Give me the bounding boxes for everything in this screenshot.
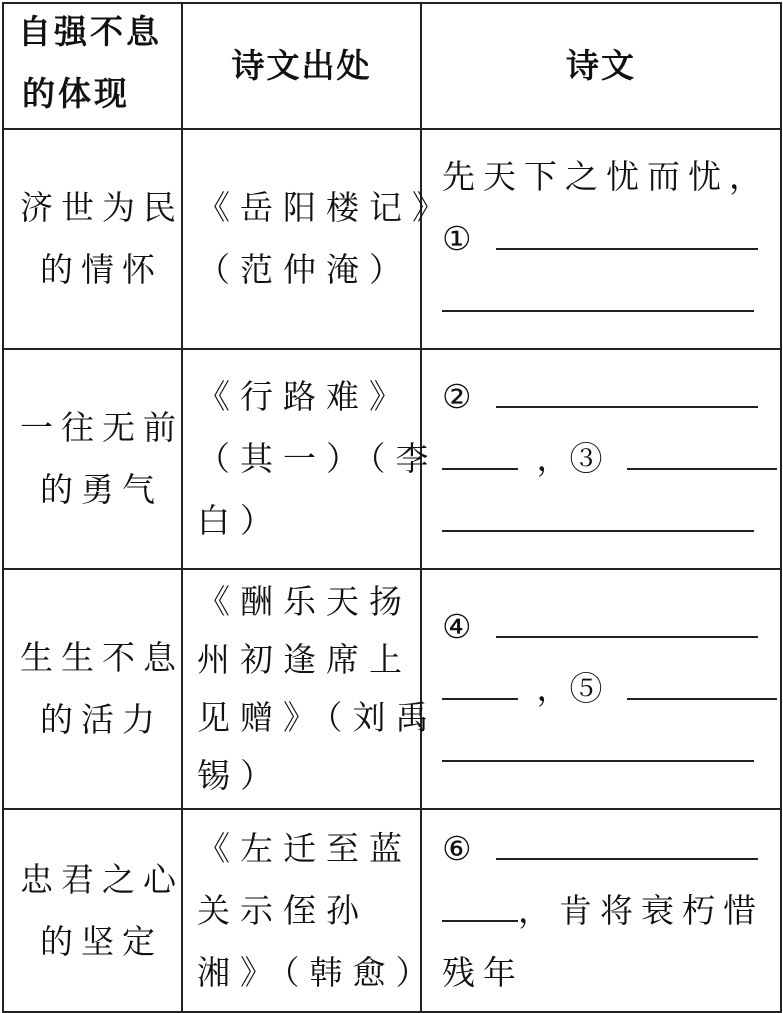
theme-line: 忠君之心 (20, 859, 184, 899)
source-line: 《行路难》 (197, 377, 412, 416)
blank-number: ，③ (536, 439, 603, 478)
answer-blank[interactable] (442, 280, 754, 312)
answer-blank[interactable] (496, 828, 758, 860)
header-row (3, 3, 781, 129)
poetry-table (2, 2, 782, 1013)
verse-text: 先天下之忧而忧， (442, 157, 770, 196)
answer-blank[interactable] (627, 438, 777, 470)
answer-blank[interactable] (627, 668, 777, 700)
answer-blank[interactable] (496, 606, 758, 638)
table-row (3, 349, 781, 569)
answer-blank[interactable] (442, 438, 518, 470)
header-source-cell (182, 3, 421, 129)
verse-text: ，肯将衰朽惜 (518, 890, 764, 930)
verse-cell (421, 809, 781, 1012)
verse-cell (421, 349, 781, 569)
answer-blank[interactable] (496, 376, 758, 408)
theme-cell (3, 129, 182, 349)
source-line: 州初逢席上 (197, 640, 412, 679)
verse-cell (421, 569, 781, 809)
theme-line: 的情怀 (40, 250, 163, 289)
answer-blank[interactable] (442, 890, 518, 922)
theme-line: 的活力 (40, 700, 163, 739)
answer-blank[interactable] (442, 500, 754, 532)
source-line: （其一）（李 (197, 439, 439, 478)
source-line: （范仲淹） (197, 250, 412, 289)
header-theme-line-1: 自强不息 (18, 12, 162, 51)
table-row (3, 809, 781, 1012)
theme-line: 一往无前 (20, 408, 184, 447)
theme-cell (3, 349, 182, 569)
theme-cell (3, 569, 182, 809)
blank-number: ⑥ (442, 828, 472, 868)
answer-blank[interactable] (496, 218, 758, 250)
verse-cell (421, 129, 781, 349)
theme-line: 生生不息 (20, 638, 184, 677)
theme-line: 的勇气 (40, 470, 163, 509)
header-theme-cell (3, 3, 182, 129)
theme-line: 济世为民 (20, 188, 184, 227)
source-cell (182, 349, 439, 569)
header-verse-cell (421, 3, 781, 129)
blank-number: ① (442, 219, 472, 258)
source-line: 关示侄孙 (197, 890, 369, 930)
blank-number: ④ (442, 607, 472, 646)
source-line: 湘》（韩愈） (197, 952, 439, 992)
source-cell (182, 569, 439, 809)
blank-number: ② (442, 377, 472, 416)
source-cell (182, 129, 455, 349)
source-line: 《岳阳楼记》 (197, 188, 455, 227)
header-source: 诗文出处 (231, 46, 372, 85)
source-line: 《酬乐天扬 (197, 582, 412, 621)
source-line: 见赠》（刘禹 (197, 698, 439, 737)
table-row (3, 129, 781, 349)
table-row (3, 569, 781, 809)
source-line: 锡） (197, 756, 283, 795)
theme-cell (3, 809, 182, 1012)
header-theme-line-2: 的体现 (22, 74, 130, 113)
source-cell (182, 809, 439, 1012)
source-line: 白） (197, 501, 283, 540)
blank-number: ，⑤ (536, 669, 603, 708)
answer-blank[interactable] (442, 730, 754, 762)
verse-text: 残年 (442, 952, 524, 992)
theme-line: 的坚定 (40, 921, 163, 961)
source-line: 《左迁至蓝 (197, 828, 412, 868)
answer-blank[interactable] (442, 668, 518, 700)
header-verse: 诗文 (566, 46, 636, 85)
